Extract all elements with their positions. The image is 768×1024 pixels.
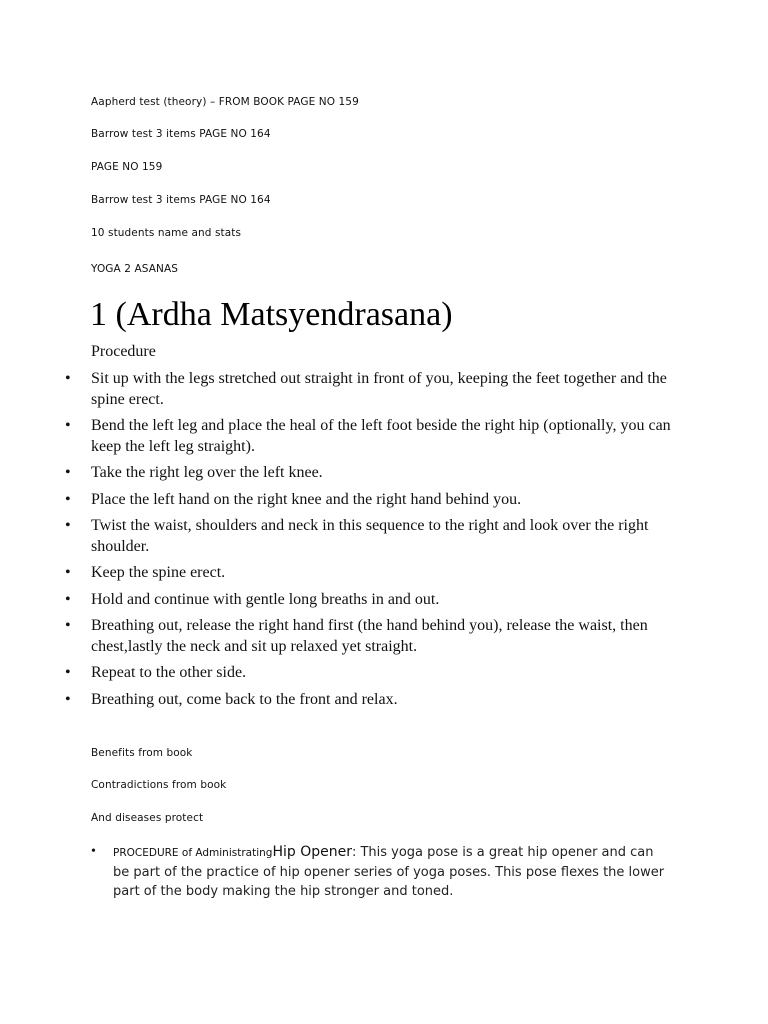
- list-item: [0, 690, 691, 711]
- list-item: [0, 563, 691, 584]
- step-text: Sit up with the legs stretched out straight in front of you, keeping the feet together and the spine erect.: [91, 370, 667, 408]
- note-page-number: PAGE NO 159: [91, 161, 163, 173]
- note-diseases: And diseases protect: [91, 812, 204, 824]
- list-item: [0, 416, 691, 457]
- step-text: Keep the spine erect.: [91, 564, 226, 581]
- bullet-icon: •: [65, 464, 71, 481]
- step-text: Breathing out, release the right hand first (the hand behind you), release the waist, then chest,lastly the neck and sit up relaxed yet straight.: [91, 617, 648, 655]
- hip-opener-text: [113, 843, 673, 901]
- step-text: Bend the left leg and place the heal of the left foot beside the right hip (optionally, you can keep the left leg straight).: [91, 417, 671, 455]
- procedure-steps-list: [0, 369, 768, 716]
- note-yoga-asanas: YOGA 2 ASANAS: [91, 263, 179, 275]
- list-item: [0, 463, 691, 484]
- step-text: Breathing out, come back to the front and relax.: [91, 690, 398, 708]
- list-item: [0, 369, 691, 410]
- note-barrow-test: Barrow test 3 items PAGE NO 164: [91, 128, 271, 140]
- list-item: [0, 590, 691, 611]
- bullet-icon: •: [65, 664, 71, 681]
- bullet-icon: •: [65, 590, 71, 608]
- list-item: [0, 490, 691, 511]
- note-benefits: Benefits from book: [91, 747, 193, 759]
- bullet-icon: •: [65, 564, 71, 581]
- bullet-icon: •: [65, 490, 71, 508]
- step-text: Hold and continue with gentle long breaths in and out.: [91, 590, 440, 608]
- step-text: Place the left hand on the right knee and the right hand behind you.: [91, 490, 522, 508]
- step-text: Take the right leg over the left knee.: [91, 464, 323, 481]
- list-item: [0, 663, 691, 684]
- step-text: Repeat to the other side.: [91, 664, 247, 681]
- bullet-icon: •: [65, 690, 71, 708]
- note-aapherd-test: Aapherd test (theory) – FROM BOOK PAGE NO 159: [91, 96, 359, 108]
- hip-opener-prefix: PROCEDURE of Administrating: [113, 847, 273, 859]
- list-item: [0, 616, 691, 657]
- bullet-icon: •: [65, 417, 71, 434]
- bullet-icon: •: [65, 617, 71, 634]
- note-contradictions: Contradictions from book: [91, 779, 227, 791]
- procedure-label: Procedure: [91, 343, 156, 360]
- note-students-stats: 10 students name and stats: [91, 227, 242, 239]
- hip-opener-title: Hip Opener: [272, 844, 352, 860]
- bullet-icon: •: [65, 517, 71, 534]
- list-item: [0, 516, 691, 557]
- bullet-icon: •: [65, 370, 71, 387]
- asana-heading: 1 (Ardha Matsyendrasana): [90, 296, 453, 333]
- step-text: Twist the waist, shoulders and neck in this sequence to the right and look over the right shoulder.: [91, 517, 649, 555]
- hip-opener-description: : This yoga pose is a great hip opener and can be part of the practice of hip opener series of yoga poses. This pose flexes the lower part of the body making the hip stronger and toned.: [113, 845, 665, 899]
- bullet-icon: •: [91, 844, 96, 859]
- note-barrow-test-repeat: Barrow test 3 items PAGE NO 164: [91, 194, 271, 206]
